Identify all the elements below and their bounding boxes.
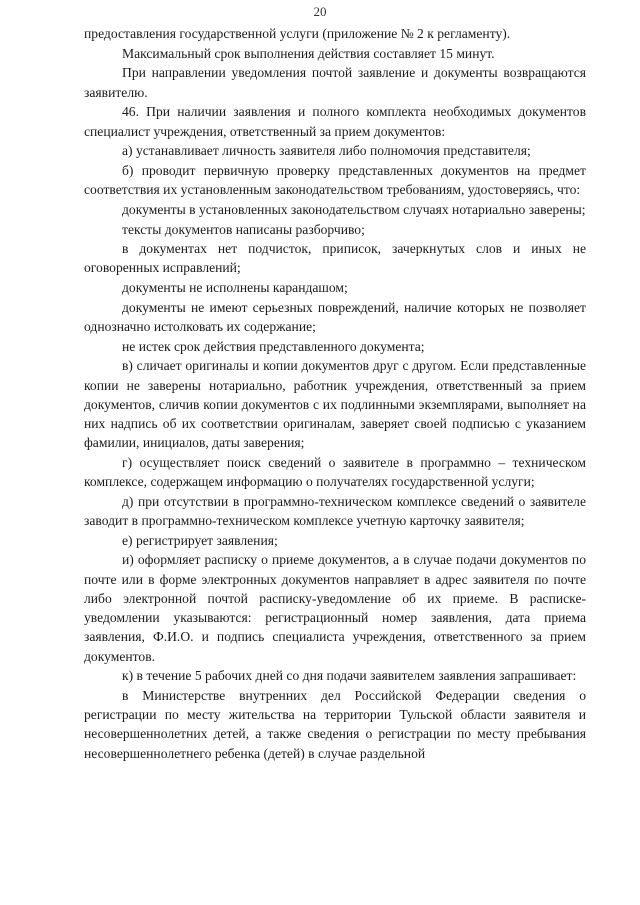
paragraph: документы в установленных законодательством случаях нотариально заверены; — [122, 201, 586, 217]
paragraph: документы не исполнены карандашом; — [122, 280, 348, 296]
paragraph: в Министерстве внутренних дел Российской Федерации сведения о регистрации по месту жительства на территории Тульской области заявителя и несовершеннолетних детей, а также сведения о регистрации по месту пребывания несовершеннолетнего ребенка (детей) в случае раздельной — [84, 687, 586, 761]
paragraph: д) при отсутствии в программно-техническом комплексе сведений о заявителе заводит в программно-техническом комплексе учетную карточку заявителя; — [84, 493, 586, 529]
paragraph: г) осуществляет поиск сведений о заявителе в программно – техническом комплексе, содержащем информацию о получателях государственной услуги; — [84, 454, 586, 490]
paragraph: е) регистрирует заявления; — [122, 532, 278, 548]
paragraph: 46. При наличии заявления и полного комплекта необходимых документов специалист учреждения, ответственный за прием документов: — [84, 104, 586, 139]
paragraph: в документах нет подчисток, приписок, зачеркнутых слов и иных не оговоренных исправлений; — [84, 241, 586, 276]
paragraph: не истек срок действия представленного документа; — [122, 338, 425, 354]
paragraph: а) устанавливает личность заявителя либо полномочия представителя; — [122, 143, 531, 159]
paragraph: предоставления государственной услуги (приложение № 2 к регламенту). — [84, 26, 511, 41]
paragraph: При направлении уведомления почтой заявление и документы возвращаются заявителю. — [84, 65, 586, 100]
document-body — [84, 24, 586, 763]
paragraph: документы не имеют серьезных повреждений, наличие которых не позволяет однозначно истолковать их содержание; — [84, 299, 586, 335]
paragraph: и) оформляет расписку о приеме документов, а в случае подачи документов по почте или в форме электронных документов направляет в адрес заявителя по почте либо электронной почтой расписку-уведомление об их приеме. В расписке-уведомлении указываются: регистрационный номер заявления, дата приема заявления, Ф.И.О. и подпись специалиста учреждения, ответственного за прием документов. — [84, 552, 586, 664]
paragraph: к) в течение 5 рабочих дней со дня подачи заявителем заявления запрашивает: — [122, 668, 577, 684]
paragraph: Максимальный срок выполнения действия составляет 15 минут. — [122, 45, 495, 61]
page-number: 20 — [313, 4, 327, 19]
paragraph: б) проводит первичную проверку представленных документов на предмет соответствия их установленным законодательством требованиям, удостоверяясь, что: — [84, 162, 586, 198]
paragraph: тексты документов написаны разборчиво; — [122, 221, 365, 237]
paragraph: в) сличает оригиналы и копии документов друг с другом. Если представленные копии не заверены нотариально, работник учреждения, ответственный за прием документов, сличив копии документов с их подлинными экземплярами, выполняет на них надпись об их соответствии оригиналам, заверяет своей подписью с указанием фамилии, инициалов, даты заверения; — [84, 358, 586, 451]
